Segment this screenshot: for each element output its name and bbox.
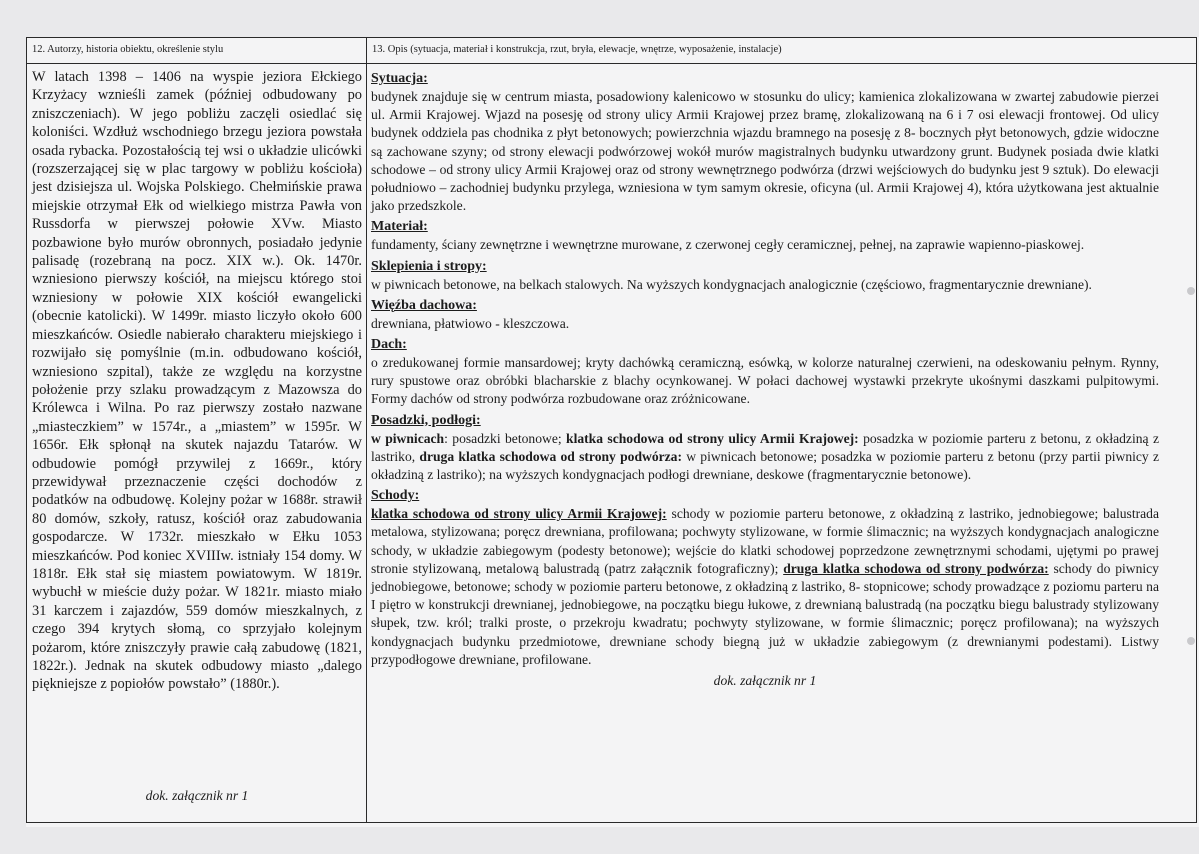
schody-label-klatka-podworze: druga klatka schodowa od strony podwórza: (783, 560, 1049, 576)
history-reference: dok. załącznik nr 1 (145, 788, 249, 803)
section-text-schody (371, 505, 1159, 669)
section-title-wiezba: Więźba dachowa: (371, 297, 477, 313)
section-title-dach: Dach: (371, 337, 407, 353)
history-column (32, 68, 362, 694)
section-title-sklepienia: Sklepienia i stropy: (371, 258, 487, 274)
document-sheet (26, 37, 1199, 827)
binder-hole-bottom (1187, 637, 1195, 645)
posadzki-label-piwnice: w piwnicach (371, 430, 445, 446)
column-divider (366, 38, 367, 822)
description-reference: dok. załącznik nr 1 (713, 673, 817, 689)
section-text-wiezba: drewniana, płatwiowo - kleszczowa. (371, 315, 570, 331)
section-text-sklepienia: w piwnicach betonowe, na belkach stalowych. Na wyższych kondygnacjach analogicznie (częściowo, fragmentarycznie drewniane). (371, 276, 1092, 292)
section-text-material: fundamenty, ściany zewnętrzne i wewnętrzne murowane, z czerwonej cegły ceramicznej, pełnej, na zaprawie wapienno-piaskowej. (371, 237, 1085, 253)
posadzki-label-klatka-ulica: klatka schodowa od strony ulicy Armii Krajowej: (566, 430, 859, 446)
posadzki-text-3: w piwnicach betonowe; posadzka w poziomie parteru z betonu (przy partii piwnicy z okładziną z lastriko); na wyższych kondygnacjach podłogi drewniane, deskowe (fragmentarycznie betonowe). (371, 448, 1159, 483)
section-text-dach: o zredukowanej formie mansardowej; kryty dachówką ceramiczną, esówką, w kolorze naturalnej czerwieni, na odeskowaniu pełnym. Rynny, rury spustowe oraz obróbki blacharskie z blachy ocynkowanej. W połaci dachowej wystawki przekryte ukośnymi daszkami pulpitowymi. Formy dachów od strony podwórza rozbudowane oraz zróżnicowane. (371, 355, 1159, 407)
posadzki-label-klatka-podworze: druga klatka schodowa od strony podwórza: (419, 448, 683, 464)
binder-hole-top (1187, 287, 1195, 295)
section-title-sytuacja: Sytuacja: (371, 71, 428, 86)
section-title-posadzki: Posadzki, podłogi: (371, 412, 481, 428)
section-title-material: Materiał: (371, 219, 428, 235)
history-text: W latach 1398 – 1406 na wyspie jeziora Ełckiego Krzyżacy wznieśli zamek (później odbudowany po zniszczeniach). W jego pobliżu zaczęli osiedlać się koloniści. Wzdłuż wschodniego brzegu jeziora powstała osada rybacka. Pozostałością tej wsi o układzie ulicówki (rozszerzającej się w plac targowy w pobliżu kościoła) jest dzisiejsza ul. Wojska Polskiego. Chełmińskie prawa miejskie otrzymał Ełk od wielkiego mistrza Pawła von Russdorfa w pierwszej połowie XVw. Miasto pozbawione było murów obronnych, posiadało jedynie palisadę (rozebraną na pocz. XIX w.). Ok. 1470r. wzniesiono pierwszy kościół, na miejscu którego stoi wzniesiony w połowie XIX kościół ewangelicki (obecnie katolicki). W 1499r. miasto liczyło około 600 mieszkańców. Osiedle nabierało charakteru miejskiego i rozwijało się pomyślnie (m.in. odbudowano kościół, wzniesiono szpital), także ze względu na korzystne położenie przy szlaku prowadzącym z Mazowsza do Królewca i Wilna. Po raz pierwszy zostało nazwane „miasteczkiem” w 1574r., a „miastem” w 1595r. W 1656r. Ełk spłonął na skutek najazdu Tatarów. W odbudowie pomógł przywilej z 1669r., który przewidywał przeznaczenie części dochodów z podatków na odbudowę. Kolejny pożar w 1688r. strawił 80 domów, szkoły, ratusz, kościół oraz zabudowania gospodarcze. W 1732r. mieszkało w Ełku 1053 mieszkańców. Pod koniec XVIIIw. istniały 154 domy. W 1818r. Ełk stał się miastem powiatowym. W 1819r. wybuchł w mieście duży pożar. W 1821r. miasto miało 31 karczem i zajazdów, 559 domów mieszkalnych, z czego 394 krytych słomą, co sprzyjało kolejnym pożarom, które zniszczyły prawie całą zabudowę (1821, 1822r.). Jednak na skutek odbudowy miasto „dalego piękniejsze z popiołów powstało” (1880r.). (32, 69, 362, 693)
section-text-posadzki (371, 430, 1159, 485)
section-text-sytuacja: budynek znajduje się w centrum miasta, posadowiony kalenicowo w stosunku do ulicy; kamienica zlokalizowana w zwartej zabudowie pierzei ul. Armii Krajowej. Wjazd na posesję od strony ulicy Armii Krajowej przez bramę, zlokalizowaną na 6 i 7 osi elewacji frontowej. Od ulicy budynek oddziela pas chodnika z płyt betonowych; powierzchnia wjazdu bramnego na posesję z 8- bocznych płyt betonowych, gdzie widoczne są zachowane szyny; od strony elewacji podwórzowej wokół murów magistralnych budynku utwardzony grunt. Budynek posiada dwie klatki schodowe – od strony ulicy Armii Krajowej oraz od strony wewnętrznego podwórza (drzwi wejściowych do budynku jest 9 sztuk). Do elewacji południowo – zachodniej budynku przylega, wzniesiona w tym samym okresie, oficyna (ul. Armii Krajowej 4), która użytkowana jest aktualnie jako przedszkole. (371, 89, 1159, 214)
description-column (371, 68, 1159, 690)
posadzki-text-1: : posadzki betonowe; (444, 430, 567, 446)
schody-label-klatka-ulica: klatka schodowa od strony ulicy Armii Krajowej: (371, 506, 667, 522)
header-left: 12. Autorzy, historia obiektu, określenie stylu (32, 44, 224, 55)
posadzki-text-2: posadzka w poziomie parteru z betonu, z okładziną z lastriko, (371, 430, 1159, 464)
form-frame (26, 37, 1197, 823)
schody-text-2: schody do piwnicy jednobiegowe, betonowe; schody w poziomie parteru betonowe, z okładziną z lastriko, 8- stopnicowe; schody prowadzące z poziomu parteru na I piętro w konstrukcji drewnianej, jednobiegowe, na początku biegu łukowe, z drewnianą balustradą (na początku biegu balustrady stylizowany słupek, tzw. król; tralki proste, o przekroju kwadratu; pochwyty stylizowane, w formie ślimacznic; poręcz profilowana); na wyższych kondygnacjach budynku przedmiotowe, drewniane schody biegną już w układzie zabiegowym (z drewnianymi podestami). Listwy przypodłogowe drewniane, profilowane. (371, 560, 1159, 667)
header-right: 13. Opis (sytuacja, materiał i konstrukcja, rzut, bryła, elewacje, wnętrze, wyposażenie, instalacje) (372, 44, 782, 55)
header-row (27, 38, 1196, 64)
section-title-schody: Schody: (371, 488, 420, 504)
schody-text-1: schody w poziomie parteru betonowe, z okładziną z lastriko, jednobiegowe; balustrada metalowa, stylizowana; poręcz drewniana, profilowana; pochwyty stylizowane, w formie ślimacznic; na wyższych kondygnacjach analogiczne schody, w układzie zabiegowym (podesty betonowe); wejście do klatki schodowej poprzedzone zewnętrznymi schodami, ujętymi po prawej stronie stylizowaną, metalową balustradą (patrz załącznik fotograficzny); (371, 506, 1160, 576)
